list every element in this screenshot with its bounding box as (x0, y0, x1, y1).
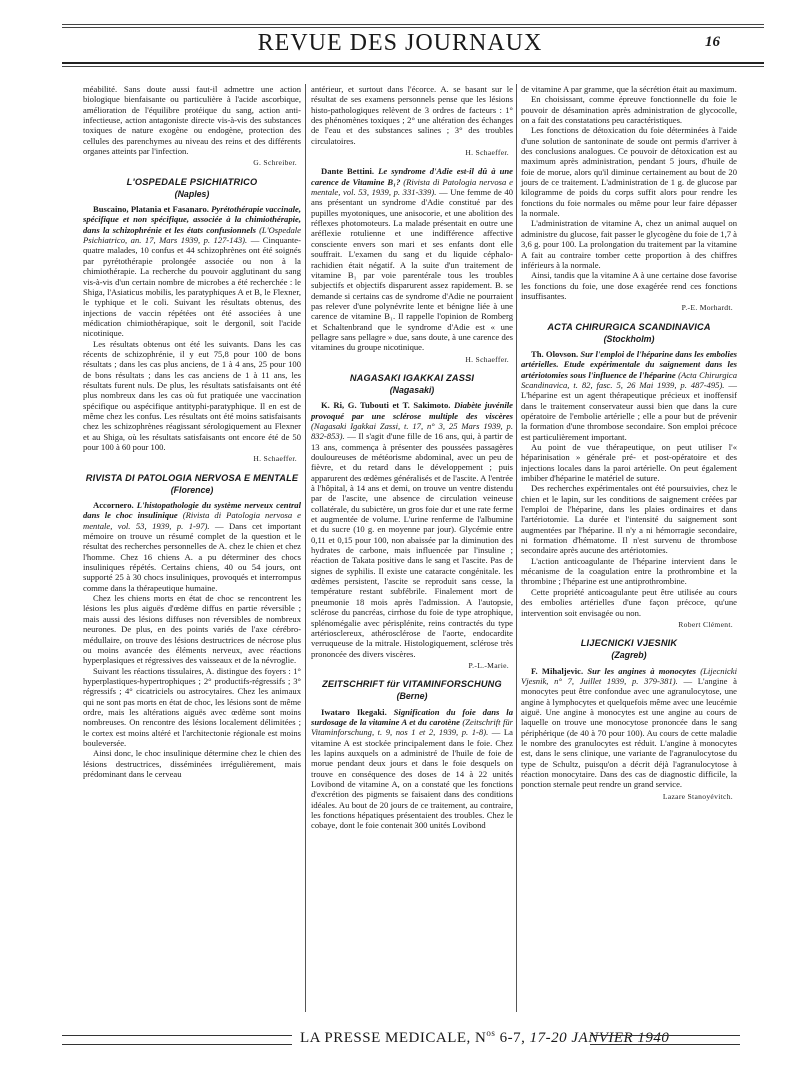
journal-city: (Naples) (174, 188, 210, 199)
article-authors: Accornero. (93, 500, 134, 511)
author-signature: P.-L.-Marie. (468, 660, 509, 670)
footer-issue: 6-7, (499, 1030, 530, 1046)
journal-heading: LIJECNICKI VJESNIK (580, 638, 678, 649)
journal-heading: ACTA CHIRURGICA SCANDINAVICA (547, 321, 711, 332)
article-title: Pyrétothérapie vaccinale, spécifique et non spécifique, associée à la chimiothérapie, dans la schizophrénie et les états confusionnels (83, 204, 301, 235)
article-authors: Th. Olovson. (531, 348, 579, 359)
journal-heading: NAGASAKI IGAKKAI ZASSI (349, 372, 475, 383)
footer-rule (590, 1035, 740, 1045)
article-title: Sur l'emploi de l'héparine dans les embolies artérielles. Etude expérimentale du saignement dans les artériotomies sous l'influence de l'héparine (521, 348, 737, 380)
paragraph: Suivant les réactions tissulaires, A. distingue des foyers : 1° hyperplastiques-hypertrophiques ; 2° productifs-régressifs ; 3° régressifs ; 4° cicatriciels ou astrocytaires. Chez les animaux qui ne sont pas morts en état de choc, les lésions sont de même ordre, mais les altérations aiguës avec œdème sont moins nombreuses. On rencontre des lésions localement délimitées ; le cortex est moins altéré et l'architectonie régionale est moins bouleversée. (83, 665, 301, 748)
article-reference: (Lijecnicki Vjesnik, n° 7, Juillet 1939, p. 379-381). (521, 665, 738, 686)
author-signature: Robert Clément. (678, 619, 733, 629)
article-text: — La vitamine A est stockée principalement dans le foie. Chez les lapins auxquels on a administré de l'huile de foie de morue pendant deux jours et dans le foie desquels on trouve en conséquence des doses de 14 à 22 unités Lovibond de vitamine A, on a constaté que les fonctions d'excrétion des pigments se faisaient dans des conditions idéales. Au bout de 20 jours de ce traitement, au contraire, les fonctions hépatiques présentaient des troubles. Chez le cobaye, dont le foie contenait 300 unités Lovibond (311, 727, 513, 831)
column-1 (83, 84, 301, 779)
article-reference: (Nagasaki Igakkai Zassi, t. 17, n° 3, 25 Mars 1939, p. 832-853). (311, 420, 513, 442)
column-2 (311, 84, 513, 831)
paragraph: antérieur, et surtout dans l'écorce. A. se basant sur le résultat de ses examens personnels pense que les lésions histo-pathologiques relèvent de 3 ordres de facteurs : 1° des phénomènes toxiques ; 2° une altération des échanges de l'eau et des substances salines ; 3° des troubles circulatoires. (311, 84, 513, 146)
journal-heading: ZEITSCHRIFT für VITAMINFORSCHUNG (322, 679, 502, 690)
paragraph: méabilité. Sans doute aussi faut-il admettre une action biologique bienfaisante ou particulière à l'acide ascorbique, amélioration de l'équilibre protéique du sang, action anti-infectieuse, action antagoniste directe vis-à-vis des substances toxiques de nature exogène ou endogène, protection des cellules des parenchymes au niveau des reins et des différents organes atteints par l'infection. (83, 84, 301, 157)
article-abstract (521, 349, 737, 442)
paragraph: Chez les chiens morts en état de choc se rencontrent les lésions les plus aiguës d'œdème diffus en partie réversible ; mais aussi des lésions diffuses non réversibles de nombreux neurones. De plus, en des points variés de l'axe cérébro-médullaire, on trouve des lésions destructrices de nécrose plus ou moins avancée des éléments nerveux, avec réactions hyperplasiques et régressives des vaisseaux et de la névroglie. (83, 593, 301, 666)
article-text: — Une femme de 40 ans présentant un syndrome d'Adie constitué par des pupilles myotoniques, une anisocorie, et une abolition des réflexes photomoteurs. La malade présentait en outre une aréflexie rotulienne et une indifférence affective consciente envers son mari et ses enfants dont elle souffrait. L'examen du sang et du liquide céphalo-rachidien était négatif. A la suite d'un traitement de vitamine B₁ par voie parentérale tous les troubles subjectifs et objectifs disparurent assez rapidement. B. se demande si certains cas de syndrome d'Adie ne pourraient pas relever d'une polynévrite lente et bénigne liée à une carence de vitamine B₁. Il rappelle l'opinion de Romberg et Schaltenbrand que le syndrome d'Adie est « une pellagre sans pellagre » due, sans doute, à une carence des vitamines du groupe nicotinique. (311, 187, 513, 353)
author-signature: P.-E. Morhardt. (681, 303, 733, 313)
journal-city: (Florence) (170, 484, 214, 495)
author-signature: G. Schreiber. (253, 158, 297, 168)
page-footer (0, 1028, 800, 1054)
page-number: 16 (705, 34, 720, 50)
column-divider (516, 84, 517, 1012)
article-text: — L'héparine est un agent thérapeutique précieux et inoffensif dans le traitement conservateur aussi bien que dans la cure opératoire de l'embolie artérielle ; elle a pour but de prévenir la formation d'une thrombose secondaire. Son emploi précoce est particulièrement important. (521, 379, 737, 442)
article-abstract (311, 707, 513, 831)
footer-date: 17-20 JANVIER 1940 (529, 1030, 670, 1046)
header-rule-bottom-2 (62, 66, 764, 67)
paragraph: Les résultats obtenus ont été les suivants. Dans les cas récents de schizophrénie, il y eut 75,8 pour 100 de bons résultats ; dans les cas plus anciens, de 1 à 4 ans, 25 pour 100 de bons résultats ; dans les cas anciens de 1 à 11 ans, les résultats furent nuls. De plus, les résultats satisfaisants ont été plus nombreux dans les cas où fut pratiquée une vaccination spécifique ou aspécifique antityphi-paratyphique. Il en est de même chez les confus. Les résultats ont été moins satisfaisants chez les schizophrènes réagissant sérologiquement au Flexner et au Shiga, où les résultats satisfaisants ont encore été de 50 pour 100 à 60 pour 100. (83, 338, 301, 452)
page-title: REVUE DES JOURNAUX (257, 30, 543, 56)
article-title: Sur les angines à monocytes (587, 665, 697, 676)
paragraph: L'action anticoagulante de l'héparine intervient dans le mécanisme de la coagulation entre la prothrombine et la thrombine ; l'héparine est une antiprothrombine. (521, 555, 737, 587)
header-rule-top-2 (62, 27, 764, 28)
article-title: Signification du foie dans la surdosage de la vitamine A et du carotène (311, 706, 513, 727)
article-reference: (Rivista di Patologia nervosa e mentale, vol. 53, 1939, p. 1-97). (83, 510, 301, 531)
paragraph: L'administration de vitamine A, chez un animal auquel on administre du glucose, fait passer le glycogène du foie de 1,7 à 3,6 g. pour 100. La prolongation du traitement par la vitamine A fait au contraire tomber cette proportion à des chiffres inférieurs à la normale. (521, 218, 737, 270)
paragraph: Ainsi, tandis que la vitamine A à une certaine dose favorise les fonctions du foie, une dose exagérée rend ces fonctions insuffisantes. (521, 270, 737, 301)
column-divider (305, 84, 306, 1012)
paragraph: En choisissant, comme épreuve fonctionnelle du foie le pouvoir de désamination après administration de glycocolle, on a fait des constatations peu caractéristiques. (521, 94, 737, 126)
article-abstract (83, 204, 301, 338)
article-authors: Buscaino, Platania et Fasanaro. (93, 204, 209, 215)
paragraph: Au point de vue thérapeutique, on peut utiliser l'« héparinisation » générale pré- et post-opératoire et des injections locales dans la paroi artérielle. On peut également imbiber d'héparine le matériel de suture. (521, 442, 737, 484)
journal-city: (Stockholm) (603, 333, 655, 344)
paragraph: de vitamine A par gramme, que la sécrétion était au maximum. (521, 84, 737, 94)
paragraph: Cette propriété anticoagulante peut être utilisée au cours des embolies artérielles d'une façon précoce, qu'une intervention soit envisagée ou non. (521, 586, 737, 618)
journal-heading: L'OSPEDALE PSICHIATRICO (126, 176, 258, 187)
article-title: L'histopathologie du système nerveux central dans le choc insulinique (83, 500, 301, 521)
journal-city: (Nagasaki) (389, 384, 435, 395)
article-reference: (Acta Chirurgica Scandinavica, t. 82, fasc. 5, 26 Mai 1939, p. 487-495). (521, 369, 737, 390)
author-signature: Lazare Stanoyévitch. (662, 791, 733, 801)
paragraph: Ainsi donc, le choc insulinique détermine chez le chien des lésions destructrices, disséminées irrégulièrement, mais prédominant dans le cerveau (83, 748, 301, 779)
author-signature: H. Schaeffer. (465, 354, 509, 364)
header-rule-top (62, 24, 764, 25)
paragraph: Des recherches expérimentales ont été poursuivies, chez le chien et le lapin, sur les conditions de saignement créées par l'emploi de l'héparine, dans les plaies ordinaires et dans l'artériotomie. La durée et l'intensité du saignement sont augmentées par l'héparine. Il n'y a ni hémorragie secondaire, ni formation d'hématome. Il n'est survenu de thrombose secondaire après aucune des artériotomies. (521, 483, 737, 556)
article-authors: Iwataro Ikegaki. (321, 706, 387, 717)
article-authors: K. Ri, G. Tubouti et T. Sakimoto. (321, 400, 451, 411)
article-abstract (311, 400, 513, 659)
footer-journal: LA PRESSE MEDICALE, N (300, 1030, 487, 1046)
article-reference: (Rivista di Patologia nervosa e mentale, vol. 53, 1939, p. 331-339). (311, 176, 513, 198)
article-text: — Dans cet important mémoire on trouve un résumé complet de la question et le résultat des recherches personnelles de A. chez le chien et chez l'homme. Chez 16 chiens A. a pu déterminer des chocs insuliniques répétés. Certains chiens, 40 ou 54 jours, ont supporté 25 à 30 chocs insuliniques, provoqués et interrompus comme dans la thérapeutique humaine. (83, 520, 301, 593)
footer-rule (62, 1035, 292, 1045)
article-authors: F. Mihaljevic. (531, 665, 584, 676)
author-signature: H. Schaeffer. (253, 454, 297, 464)
paragraph: Les fonctions de détoxication du foie déterminées à l'aide d'une solution de santoninate de soude ont permis d'arriver à des conclusions analogues. Ce pouvoir de détoxication est au maximum après administration, pendant 5 jours, d'huile de foie de morue, alors qu'il diminue certainement au bout de 20 jours de ce traitement. L'administration de 1 g. de glucose par kilogramme de poids du corps suffit alors pour rendre les fonctions du foie normales ou même pour leur faire dépasser la normale. (521, 125, 737, 219)
journal-city: (Zagreb) (611, 650, 647, 661)
article-reference: (Zeitschrift für Vitaminforschung, t. 9, nos 1 et 2, 1939, p. 1-8). (311, 716, 514, 738)
journal-heading: RIVISTA DI PATOLOGIA NERVOSA E MENTALE (85, 472, 299, 483)
article-abstract (521, 666, 737, 790)
article-text: — Il s'agit d'une fille de 16 ans, qui, à partir de 13 ans, commença à présenter des poussées passagères douloureuses de météorisme abdominal, avec un peu de fièvre, et du retard dans le développement ; puis apparurent des œdèmes généralisés et de l'ascite. A l'entrée à l'hôpital, à 14 ans et demi, on trouve un ventre distendu par de l'ascite, une absence de circulation veineuse collatérale, du subictère, un gros foie dur et une rate ferme et augmentée de volume. L'urine renferme de l'albumine et du sucre (10 g. en moyenne par jour). Glycémie entre 0,11 et 0,15 pour 100, non abaissée par la diminution des hydrates de carbone, mais influencée par l'insuline ; réaction de Takata positive dans le sang et l'ascite. Pas de signes de syphilis. Il existe une cataracte congénitale. les œdèmes persistent, l'ascite se reproduit sans cesse, la température restant subfébrile. Finalement mort de pneumonie 18 mois après l'admission. A l'autopsie, sclérose du pancréas, cirrhose du foie de type atrophique, splénomégalie avec périsplénite, reins contractés du type artériosclereux, athérosclérose de l'aorte, endocardite verruqueuse de la mitrale. Histologiquement, sclérose très prononcée des divers viscères. (311, 431, 513, 659)
article-abstract (83, 500, 301, 593)
column-3 (521, 84, 737, 808)
article-reference: (L'Ospedale Psichiatrico, an. 17, Mars 1939, p. 127-143). (83, 224, 301, 246)
article-title: Le syndrome d'Adie est-il dû à une carence de Vitamine B₁? (311, 166, 513, 187)
article-text: — Cinquante-quatre malades, 10 confus et 44 schizophrènes ont été soignés par pyrétothérapie prolongée associée ou non à la chimiothérapie. La recherche du pouvoir agglutinant du sang vis-à-vis d'un certain nombre de microbes a été recherchée : le Shiga, l'Asiaticus mobilis, les paratyphiques A et B, le Flexner, le typhique et le coli. Suivant les résultats obtenus, des injections de vaccin répétées ont été associées à une médication chimiothérapique, soit le dergonil, soit l'acide nicotinique. (83, 235, 301, 339)
journal-city: (Berne) (396, 691, 428, 702)
article-abstract (311, 166, 513, 352)
article-text: — L'angine à monocytes peut être confondue avec une agranulocytose, une angine à lymphocytes et quelquefois même avec une leucémie aiguë. Une angine à monocytes est une angine au cours de laquelle on trouve une monocytose prononcée dans le sang périphérique (de 40 à 70 pour 100). Au cours de cette maladie le nombre des granulocytes est réduit. L'angine à monocytes est, dans le sens clinique, une variante de l'agranulocytose du type de Schultz, puisqu'on a décrit déjà l'agranulocytose à réaction monocytaire. Dans des cas de diagnostic difficile, la ponction sternale peut rendre un grand service. (521, 675, 737, 790)
header-rule-bottom (62, 62, 764, 64)
footer-issue-sup: os (486, 1028, 496, 1038)
article-authors: Dante Bettini. (321, 166, 375, 177)
author-signature: H. Schaeffer. (465, 148, 509, 158)
article-title: Diabète juvénile provoqué par une sclérose multiple des viscères (311, 400, 513, 421)
